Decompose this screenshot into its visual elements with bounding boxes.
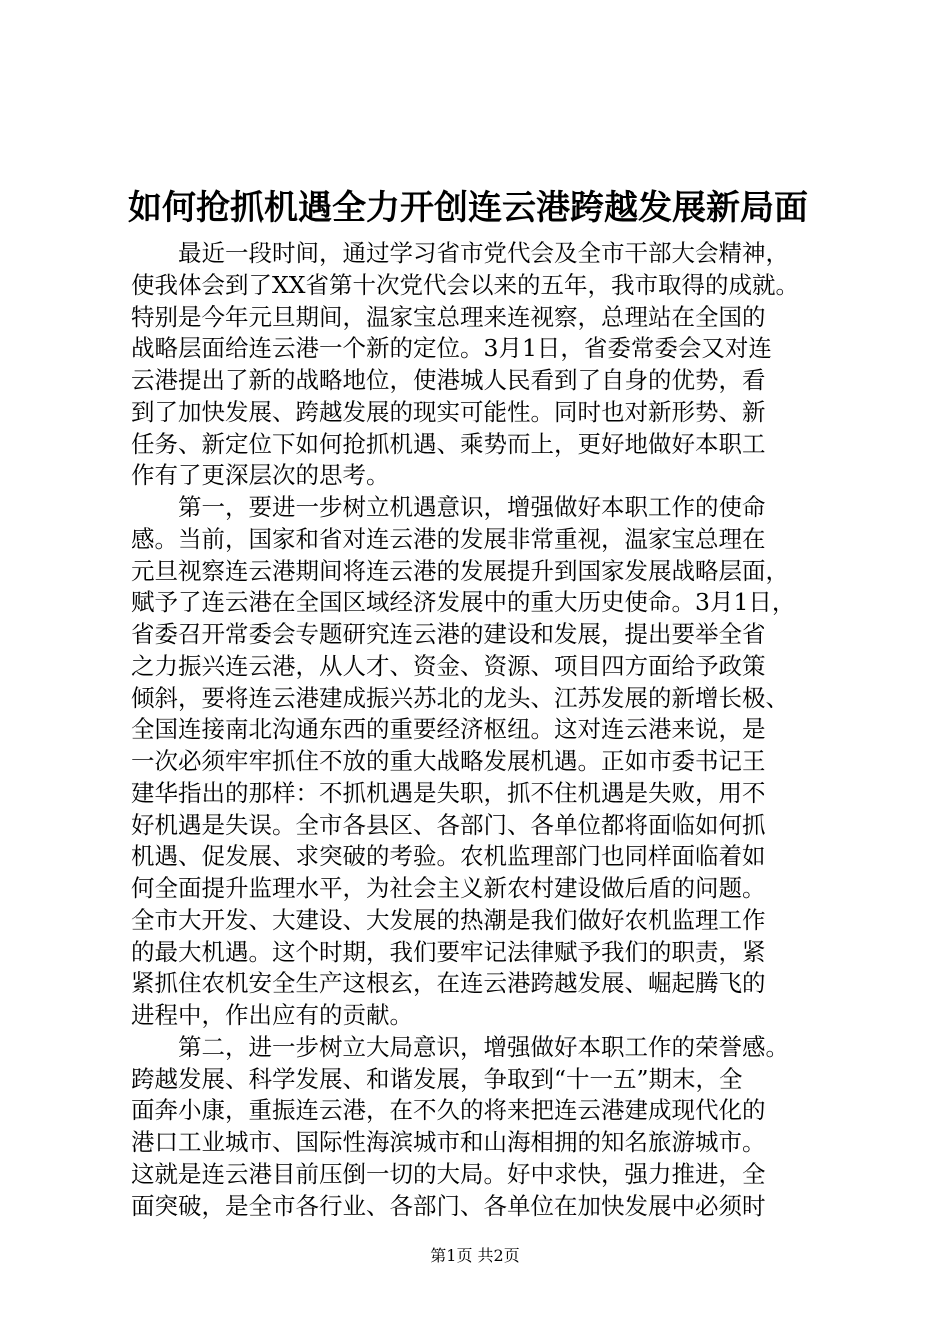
body-text-line: 全市大开发、大建设、大发展的热潮是我们做好农机监理工作	[131, 905, 766, 934]
body-text-line: 使我体会到了XX省第十次党代会以来的五年，我市取得的成就。	[131, 270, 799, 299]
body-text-line: 云港提出了新的战略地位，使港城人民看到了自身的优势，看	[131, 366, 766, 394]
body-text-line: 之力振兴连云港，从人才、资金、资源、项目四方面给予政策	[131, 651, 766, 680]
body-text-line: 好机遇是失误。全市各县区、各部门、各单位都将面临如何抓	[131, 810, 766, 839]
body-text-line: 机遇、促发展、求突破的考验。农机监理部门也同样面临着如	[131, 842, 766, 871]
body-text-line: 最近一段时间，通过学习省市党代会及全市干部大会精神，	[178, 239, 789, 267]
body-text-line: 战略层面给连云港一个新的定位。3月1日，省委常委会又对连	[131, 334, 772, 363]
body-text-line: 一次必须牢牢抓住不放的重大战略发展机遇。正如市委书记王	[131, 747, 766, 775]
body-text-line: 到了加快发展、跨越发展的现实可能性。同时也对新形势、新	[131, 397, 766, 426]
page-footer: 第1页 共2页	[430, 1246, 520, 1265]
body-text-line: 进程中，作出应有的贡献。	[131, 1001, 413, 1029]
body-text-line: 第一，要进一步树立机遇意识，增强做好本职工作的使命	[178, 493, 766, 521]
body-text-line: 建华指出的那样：不抓机遇是失职，抓不住机遇是失败，用不	[131, 778, 766, 807]
body-text-line: 港口工业城市、国际性海滨城市和山海相拥的知名旅游城市。	[131, 1128, 766, 1156]
body-text-line: 面奔小康，重振连云港，在不久的将来把连云港建成现代化的	[131, 1096, 766, 1125]
body-text-line: 跨越发展、科学发展、和谐发展，争取到“十一五”期末，全	[131, 1064, 743, 1093]
body-text-line: 特别是今年元旦期间，温家宝总理来连视察，总理站在全国的	[131, 302, 766, 331]
body-text-line: 第二，进一步树立大局意识，增强做好本职工作的荣誉感。	[178, 1032, 789, 1061]
body-text-line: 紧抓住农机安全生产这根玄，在连云港跨越发展、崛起腾飞的	[131, 969, 766, 998]
body-text-line: 全国连接南北沟通东西的重要经济枢纽。这对连云港来说，是	[131, 715, 766, 744]
body-text-line: 面突破，是全市各行业、各部门、各单位在加快发展中必须时	[131, 1191, 766, 1220]
body-text-line: 感。当前，国家和省对连云港的发展非常重视，温家宝总理在	[131, 524, 766, 553]
body-text-line: 任务、新定位下如何抢抓机遇、乘势而上，更好地做好本职工	[131, 429, 766, 458]
body-text-line: 何全面提升监理水平，为社会主义新农村建设做后盾的问题。	[131, 874, 766, 902]
body-text-line: 赋予了连云港在全国区域经济发展中的重大历史使命。3月1日，	[131, 588, 796, 617]
body-text-line: 元旦视察连云港期间将连云港的发展提升到国家发展战略层面，	[131, 556, 789, 585]
body-text-line: 倾斜，要将连云港建成振兴苏北的龙头、江苏发展的新增长极、	[131, 683, 789, 712]
body-text-line: 省委召开常委会专题研究连云港的建设和发展，提出要举全省	[131, 620, 766, 648]
body-text-line: 作有了更深层次的思考。	[131, 461, 390, 490]
body-text-line: 的最大机遇。这个时期，我们要牢记法律赋予我们的职责，紧	[131, 937, 766, 966]
document-body	[131, 238, 846, 1222]
body-text-line: 这就是连云港目前压倒一切的大局。好中求快，强力推进，全	[131, 1159, 766, 1188]
document-title: 如何抢抓机遇全力开创连云港跨越发展新局面	[128, 188, 808, 228]
